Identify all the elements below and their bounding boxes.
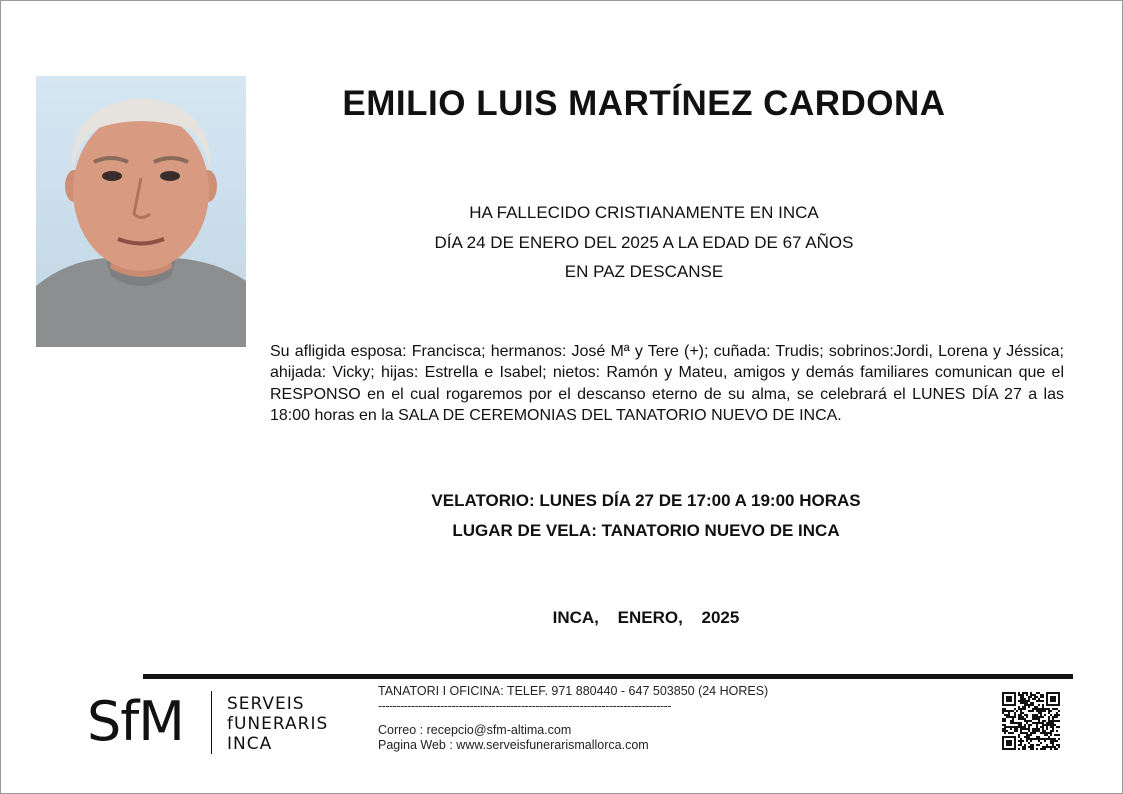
family-paragraph: Su afligida esposa: Francisca; hermanos: José Mª y Tere (+); cuñada: Trudis; sobrinos:Jordi, Lorena y Jéssica; ahijada: Vicky; hijas: Estrella e Isabel; nietos: Ramón y Mateu, amigos y demás familiares comunican que el RESPONSO en el cual rogaremos por el descanso eterno de su alma, se celebrará el LUNES DÍA 27 a las 18:00 horas en la SALA DE CEREMONIAS DEL TANATORIO NUEVO DE INCA.: [270, 343, 1064, 424]
announcement-line: HA FALLECIDO CRISTIANAMENTE EN INCA: [469, 203, 819, 222]
company-logo-mark: SfM: [87, 690, 184, 753]
web-line: Pagina Web : www.serveisfunerarismallorca.com: [378, 738, 649, 752]
portrait-photo: [36, 76, 246, 347]
dateline: INCA, ENERO, 2025: [552, 608, 740, 627]
contact-separator: --------------------------------------------------------------------------------: [378, 699, 672, 713]
logo-line: fUNERARIS: [227, 714, 329, 734]
death-announcement: [270, 198, 1018, 287]
wake-schedule: VELATORIO: LUNES DÍA 27 DE 17:00 A 19:00 HORAS: [431, 491, 861, 510]
announcement-line: EN PAZ DESCANSE: [564, 262, 724, 281]
contact-info: [378, 684, 768, 753]
logo-separator: [211, 691, 212, 754]
wake-details: [270, 486, 1022, 546]
qr-code-icon: [1002, 692, 1060, 750]
wake-location: LUGAR DE VELA: TANATORIO NUEVO DE INCA: [452, 521, 840, 540]
logo-line: SERVEIS: [227, 694, 305, 714]
company-logo-text: [227, 694, 328, 754]
phone-line: TANATORI I OFICINA: TELEF. 971 880440 - 647 503850 (24 HORES): [378, 684, 769, 698]
footer-divider: [143, 674, 1073, 679]
logo-line: INCA: [227, 734, 273, 754]
deceased-name: EMILIO LUIS MARTÍNEZ CARDONA: [342, 84, 946, 123]
announcement-line: DÍA 24 DE ENERO DEL 2025 A LA EDAD DE 67 AÑOS: [434, 232, 854, 252]
email-line: Correo : recepcio@sfm-altima.com: [378, 723, 572, 737]
